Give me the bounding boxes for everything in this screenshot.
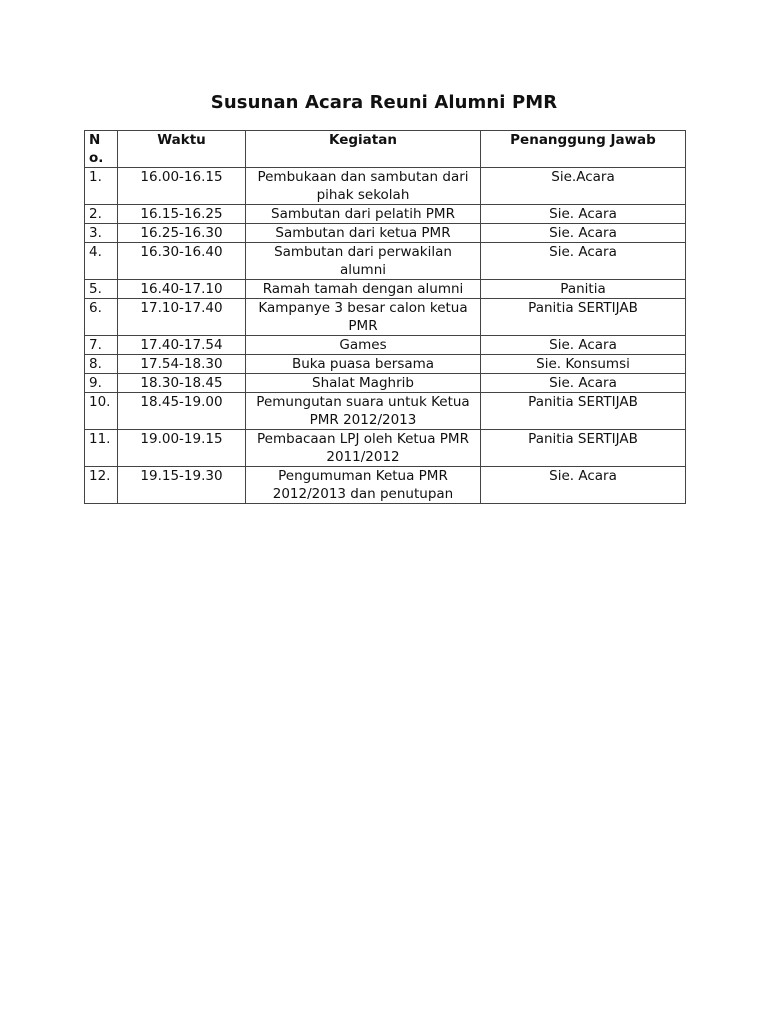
cell-penanggung-jawab: Panitia SERTIJAB	[481, 430, 686, 467]
cell-kegiatan: Ramah tamah dengan alumni	[246, 280, 481, 299]
cell-waktu: 19.00-19.15	[118, 430, 246, 467]
cell-waktu: 16.25-16.30	[118, 224, 246, 243]
page-title: Susunan Acara Reuni Alumni PMR	[210, 92, 558, 113]
cell-waktu: 16.40-17.10	[118, 280, 246, 299]
cell-waktu: 17.54-18.30	[118, 355, 246, 374]
cell-penanggung-jawab: Sie. Acara	[481, 243, 686, 280]
cell-no: 6.	[85, 299, 118, 336]
cell-waktu: 16.15-16.25	[118, 205, 246, 224]
cell-penanggung-jawab: Panitia	[481, 280, 686, 299]
cell-no: 3.	[85, 224, 118, 243]
cell-kegiatan: Pembukaan dan sambutan dari pihak sekolah	[246, 168, 481, 205]
header-kegiatan: Kegiatan	[246, 131, 481, 168]
cell-waktu: 17.40-17.54	[118, 336, 246, 355]
cell-penanggung-jawab: Sie. Acara	[481, 336, 686, 355]
header-penanggung-jawab: Penanggung Jawab	[481, 131, 686, 168]
table-row	[85, 430, 686, 467]
cell-no: 2.	[85, 205, 118, 224]
table-row	[85, 299, 686, 336]
table-row	[85, 243, 686, 280]
cell-no: 4.	[85, 243, 118, 280]
cell-penanggung-jawab: Sie. Acara	[481, 224, 686, 243]
cell-no: 10.	[85, 393, 118, 430]
cell-no: 8.	[85, 355, 118, 374]
cell-no: 9.	[85, 374, 118, 393]
cell-waktu: 16.30-16.40	[118, 243, 246, 280]
cell-no: 12.	[85, 467, 118, 504]
cell-no: 11.	[85, 430, 118, 467]
cell-kegiatan: Sambutan dari ketua PMR	[246, 224, 481, 243]
cell-kegiatan: Pengumuman Ketua PMR 2012/2013 dan penutupan	[246, 467, 481, 504]
table-header-row	[85, 131, 686, 168]
cell-kegiatan: Pemungutan suara untuk Ketua PMR 2012/2013	[246, 393, 481, 430]
table-row	[85, 467, 686, 504]
schedule-table	[84, 130, 686, 504]
table-row	[85, 280, 686, 299]
cell-no: 7.	[85, 336, 118, 355]
cell-waktu: 17.10-17.40	[118, 299, 246, 336]
cell-no: 5.	[85, 280, 118, 299]
table-row	[85, 224, 686, 243]
cell-waktu: 18.30-18.45	[118, 374, 246, 393]
cell-kegiatan: Sambutan dari perwakilan alumni	[246, 243, 481, 280]
cell-penanggung-jawab: Sie. Acara	[481, 374, 686, 393]
cell-penanggung-jawab: Sie. Acara	[481, 467, 686, 504]
cell-kegiatan: Buka puasa bersama	[246, 355, 481, 374]
cell-penanggung-jawab: Panitia SERTIJAB	[481, 299, 686, 336]
header-waktu: Waktu	[118, 131, 246, 168]
cell-penanggung-jawab: Sie.Acara	[481, 168, 686, 205]
cell-penanggung-jawab: Sie. Konsumsi	[481, 355, 686, 374]
cell-no: 1.	[85, 168, 118, 205]
table-row	[85, 168, 686, 205]
cell-kegiatan: Shalat Maghrib	[246, 374, 481, 393]
cell-waktu: 16.00-16.15	[118, 168, 246, 205]
cell-penanggung-jawab: Panitia SERTIJAB	[481, 393, 686, 430]
table-row	[85, 393, 686, 430]
table-row	[85, 336, 686, 355]
cell-kegiatan: Sambutan dari pelatih PMR	[246, 205, 481, 224]
cell-waktu: 18.45-19.00	[118, 393, 246, 430]
table-row	[85, 355, 686, 374]
cell-kegiatan: Games	[246, 336, 481, 355]
table-row	[85, 205, 686, 224]
cell-waktu: 19.15-19.30	[118, 467, 246, 504]
header-no: No.	[85, 131, 118, 168]
table-row	[85, 374, 686, 393]
cell-kegiatan: Kampanye 3 besar calon ketua PMR	[246, 299, 481, 336]
cell-kegiatan: Pembacaan LPJ oleh Ketua PMR 2011/2012	[246, 430, 481, 467]
cell-penanggung-jawab: Sie. Acara	[481, 205, 686, 224]
